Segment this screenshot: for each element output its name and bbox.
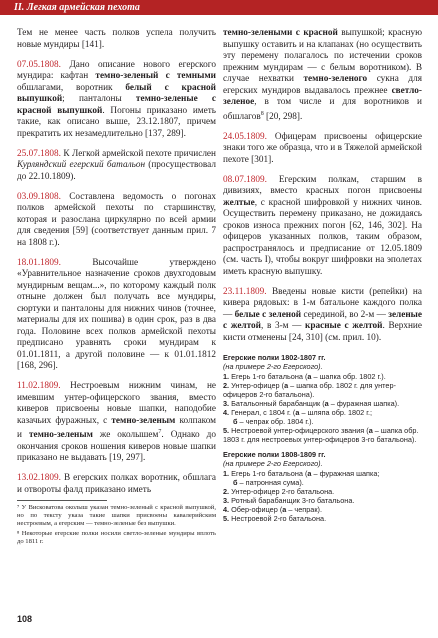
entry-date: 07.05.1808. xyxy=(17,59,61,70)
paragraph: Тем не менее часть полков успела получить новые мундиры [141]. xyxy=(17,28,216,50)
caption-item: 1. Егерь 1-го батальона (а – фуражная шапка; xyxy=(223,468,380,478)
right-column xyxy=(223,28,422,523)
entry-18-01-1809: 18.01.1809. Высочайше утверждено «Уравнительное назначение сроков двухгодовым мундирным вещам...», по которому каждый полк отныне должен был получать все мундиры, сюртуки и панталоны для нижних чинов (точнее, материалы для их пошива) в один срок, раз в два года. Половине всех полков армейской пехоты предписано уравнять сроки мундирам к 01.01.1811, а другой половине — к 01.01.1812 [168, 296]. xyxy=(17,257,216,371)
caption-item: 4. Генерал, с 1804 г. (а – шляпа обр. 1802 г.; xyxy=(223,407,373,417)
page-number: 108 xyxy=(17,614,33,624)
entry-date: 18.01.1809. xyxy=(17,257,61,268)
caption-1808-1809 xyxy=(223,450,422,523)
continued-paragraph: темно-зелеными с красной выпушкой; красную выпушку оставить и на клапанах (но осуществить эту перемену полагалось по истечении сроков прежним мундирам — с белым воротником). В случае нехватки темно-зеленого сукна для егерских мундиров выдавалось прежнее светло-зеленое, в том числе и для воротников и обшлагов$^8$ [20, 298]. xyxy=(223,28,422,122)
entry-date: 03.09.1808. xyxy=(17,191,61,202)
entry-08-07-1809: 08.07.1809. Егерским полкам, старшим в дивизиях, вместо красных погон присвоены желтые, с красной шифровкой у нижних чинов. Осуществить перемену приказано, не дожидаясь сроков износа прежних погон [62, 146, 302]. На офицеров указанных полков, таким образом, распространялось и предписание от 12.05.1809 (см. часть I), чтобы вокруг шифровки на эполетах иметь красную выпушку. xyxy=(223,174,422,277)
entry-date: 25.07.1808. xyxy=(17,148,61,159)
left-column xyxy=(17,28,216,548)
entry-date: 24.05.1809. xyxy=(223,131,267,142)
caption-subtitle: (на примере 2-го Егерского). xyxy=(223,458,323,468)
entry-date: 23.11.1809. xyxy=(223,286,267,297)
caption-item: б – патронная сума). xyxy=(233,477,304,487)
entry-03-09-1808: 03.09.1808. Составлена ведомость о погонах полков армейской пехоты по старшинству, которая и разослана циркулярно по всей армии для сведения [59] (соответствует данным прил. 7 на 1808 г.). xyxy=(17,191,216,248)
entry-date: 08.07.1809. xyxy=(223,174,267,185)
caption-item: 1. Егерь 1-го батальона (а – шапка обр. 1802 г.). xyxy=(223,371,386,381)
caption-items xyxy=(223,372,422,444)
footnote-7: ⁷ У Висковатова околыш указан темно-зеленый с красной выпушкой, но по тексту указа такие шапки присвоены кавалерийским нестроевым, а егерским — темно-зеленые без выпушки. xyxy=(17,504,216,528)
caption-item: 3. Ротный барабанщик 3-го батальона. xyxy=(223,495,355,505)
caption-1802-1807 xyxy=(223,353,422,444)
footnote-8: ⁸ Некоторые егерские полки носили светло-зеленые мундиры вплоть до 1811 г. xyxy=(17,530,216,546)
entry-25-07-1808: 25.07.1808. К Легкой армейской пехоте причислен Курляндский егерский батальон (просуществовал до 22.10.1809). xyxy=(17,148,216,182)
running-header: II. Легкая армейская пехота xyxy=(14,2,140,13)
caption-subtitle: (на примере 2-го Егерского). xyxy=(223,361,323,371)
caption-item: б – чепрак обр. 1804 г.). xyxy=(233,416,314,426)
caption-item: 3. Батальонный барабанщик (а – фуражная шапка). xyxy=(223,398,400,408)
caption-item: 5. Нестроевой 2-го батальона. xyxy=(223,513,327,523)
caption-item: 5. Нестроевой унтер-офицерского звания (а – шапка обр. 1803 г. для нестроевых унтер-офицеров 3-го батальона). xyxy=(223,425,419,444)
caption-items xyxy=(223,469,422,523)
entry-13-02-1809: 13.02.1809. В егерских полках воротник, обшлага и отвороты фалд приказано иметь xyxy=(17,473,216,495)
entry-date: 11.02.1809. xyxy=(17,381,61,391)
entry-11-02-1809: 11.02.1809. Нестроевым нижним чинам, не имевшим унтер-офицерского звания, вместо киверов присвоены новые шапки, наподобие казачьих фуражных, с темно-зеленым колпаком и темно-зеленым же околышем$^7$. Однако до окончания сроков ношения киверов новые шапки приказано не выдавать [19, 297]. xyxy=(17,381,217,464)
caption-item: 2. Унтер-офицер 2-го батальона. xyxy=(223,486,335,496)
entry-23-11-1809: 23.11.1809. Введены новые кисти (репейки) на кивера рядовых: в 1-м батальоне каждого полка — белые с зеленой серединой, во 2-м — зеленые с желтой, в 3-м — красные с желтой. Верхние кисти отменены [24, 310] (см. прил. 10). xyxy=(223,286,423,343)
entry-24-05-1809: 24.05.1809. Офицерам присвоены офицерские знаки того же образца, что и в Тяжелой армейской пехоте [301]. xyxy=(223,131,422,165)
caption-item: 4. Обер-офицер (а – чепрак). xyxy=(223,504,323,514)
caption-title: Егерские полки 1802-1807 гг. xyxy=(223,352,326,362)
entry-07-05-1808: 07.05.1808. Дано описание нового егерского мундира: кафтан темно-зеленый с темными обшлагами, воротник белый с красной выпушкой; панталоны темно-зеленые с красной выпушкой. Погоны приказано иметь такие, как описано выше, 23.12.1807, причем прекратить их незамедлительно [137, 289]. xyxy=(17,59,217,139)
caption-title: Егерские полки 1808-1809 гг. xyxy=(223,449,326,459)
entry-date: 13.02.1809. xyxy=(17,473,61,484)
footnote-divider xyxy=(17,500,107,501)
caption-item: 2. Унтер-офицер (а – шапка обр. 1802 г. для унтер-офицеров 2-го батальона). xyxy=(223,380,396,399)
